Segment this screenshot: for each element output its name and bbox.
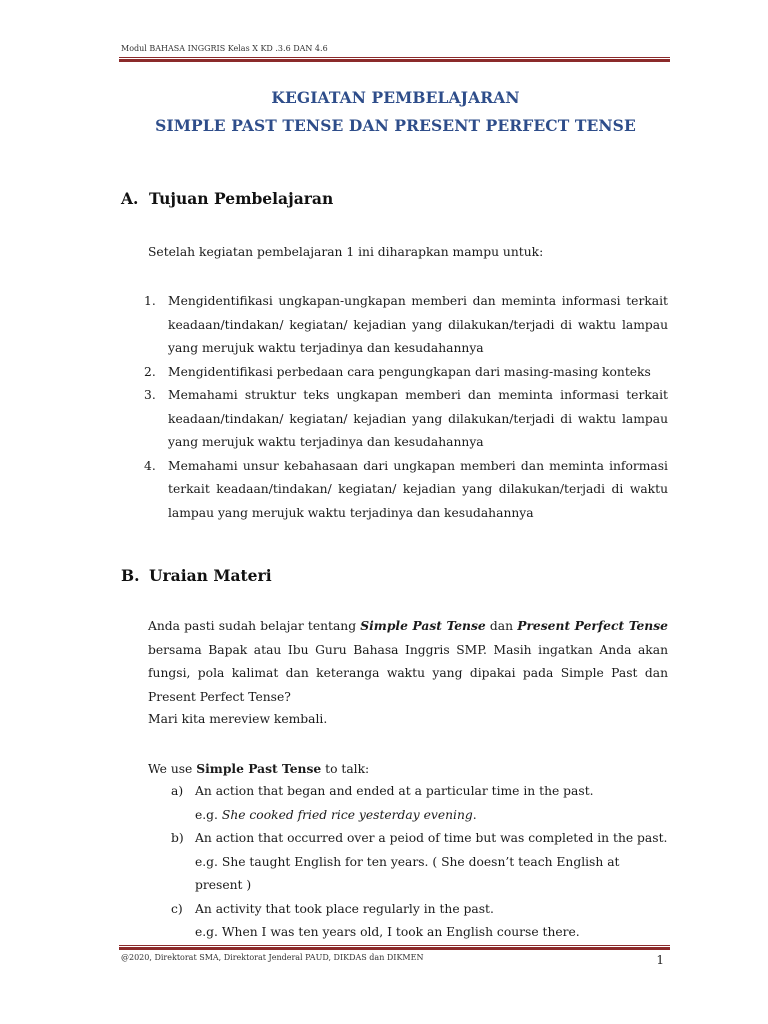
section-a-title: Tujuan Pembelajaran [149, 189, 334, 208]
use-item [148, 827, 668, 898]
activity-title: KEGIATAN PEMBELAJARAN [271, 88, 520, 107]
list-item [121, 290, 668, 361]
example-prefix: e.g. [195, 854, 222, 869]
section-a-letter: A. [121, 189, 139, 208]
review-line: Mari kita mereview kembali. [148, 712, 328, 726]
uses-intro [148, 757, 668, 782]
list-item [121, 384, 668, 455]
example-suffix: . [472, 807, 477, 822]
list-number: 2. [144, 364, 156, 379]
list-number: 3. [144, 388, 156, 402]
example-prefix: e.g. [195, 807, 222, 822]
use-example [195, 851, 668, 898]
uses-intro-term: Simple Past Tense [196, 761, 322, 776]
material-paragraph [148, 614, 668, 709]
example-text: She cooked fried rice yesterday evening [221, 807, 473, 822]
use-label: b) [171, 831, 184, 845]
term-present-perfect: Present Perfect Tense [517, 618, 668, 633]
section-b-heading [121, 566, 272, 585]
paragraph-end: bersama Bapak atau Ibu Guru Bahasa Inggris SMP. Masih ingatkan Anda akan fungsi, pola kalimat dan keteranga waktu yang dipakai pada Simple Past dan Present Perfect Tense? [148, 642, 668, 704]
paragraph-start: Anda pasti sudah belajar tentang [148, 619, 361, 633]
use-item [148, 898, 668, 945]
footer-rule [119, 945, 670, 950]
list-item [121, 361, 668, 385]
list-text: Mengidentifikasi ungkapan-ungkapan memberi dan meminta informasi terkait keadaan/tindakan/ kegiatan/ kejadian yang dilakukan/terjadi di waktu lampau yang merujuk waktu terjadinya dan kesudahannya [168, 294, 668, 355]
example-text: When I was ten years old, I took an English course there. [221, 925, 580, 939]
list-text: Memahami struktur teks ungkapan memberi dan meminta informasi terkait keadaan/tindakan/ kegiatan/ kejadian yang dilakukan/terjadi di waktu lampau yang merujuk waktu terjadinya dan kesudahannya [168, 388, 668, 449]
use-text: An action that occurred over a peiod of time but was completed in the past. [195, 831, 668, 845]
section-b-title: Uraian Materi [149, 566, 272, 585]
use-text: An activity that took place regularly in the past. [195, 901, 494, 916]
section-a-heading [121, 189, 333, 208]
section-a-intro: Setelah kegiatan pembelajaran 1 ini diharapkan mampu untuk: [148, 245, 544, 259]
use-label: a) [171, 784, 184, 798]
uses-list [148, 780, 668, 945]
uses-intro-end: to talk: [321, 762, 370, 776]
use-example [195, 921, 668, 945]
term-simple-past: Simple Past Tense [360, 618, 486, 633]
paragraph-mid: dan [485, 619, 518, 633]
example-prefix: e.g. [195, 925, 222, 939]
list-item [121, 455, 668, 526]
learning-goals-list [121, 290, 668, 525]
topic-title: SIMPLE PAST TENSE DAN PRESENT PERFECT TENSE [155, 116, 636, 135]
use-label: c) [171, 901, 183, 916]
use-example [195, 804, 668, 828]
use-text: An action that began and ended at a particular time in the past. [195, 784, 594, 798]
list-number: 4. [144, 458, 156, 473]
list-text: Memahami unsur kebahasaan dari ungkapan memberi dan meminta informasi terkait keadaan/tindakan/ kegiatan/ kejadian yang dilakukan/terjadi di waktu lampau yang merujuk waktu terjadinya dan kesudahannya [168, 458, 668, 520]
use-item [148, 780, 668, 827]
header-rule [119, 57, 670, 62]
uses-intro-start: We use [148, 762, 197, 776]
example-text: She taught English for ten years. ( She doesn’t teach English at present ) [195, 854, 620, 892]
copyright-footer: @2020, Direktorat SMA, Direktorat Jenderal PAUD, DIKDAS dan DIKMEN [121, 953, 424, 962]
list-number: 1. [144, 294, 156, 308]
section-b-letter: B. [121, 566, 140, 585]
list-text: Mengidentifikasi perbedaan cara pengungkapan dari masing-masing konteks [168, 364, 651, 379]
page-number: 1 [656, 953, 664, 967]
module-header: Modul BAHASA INGGRIS Kelas X KD .3.6 DAN 4.6 [121, 44, 328, 53]
